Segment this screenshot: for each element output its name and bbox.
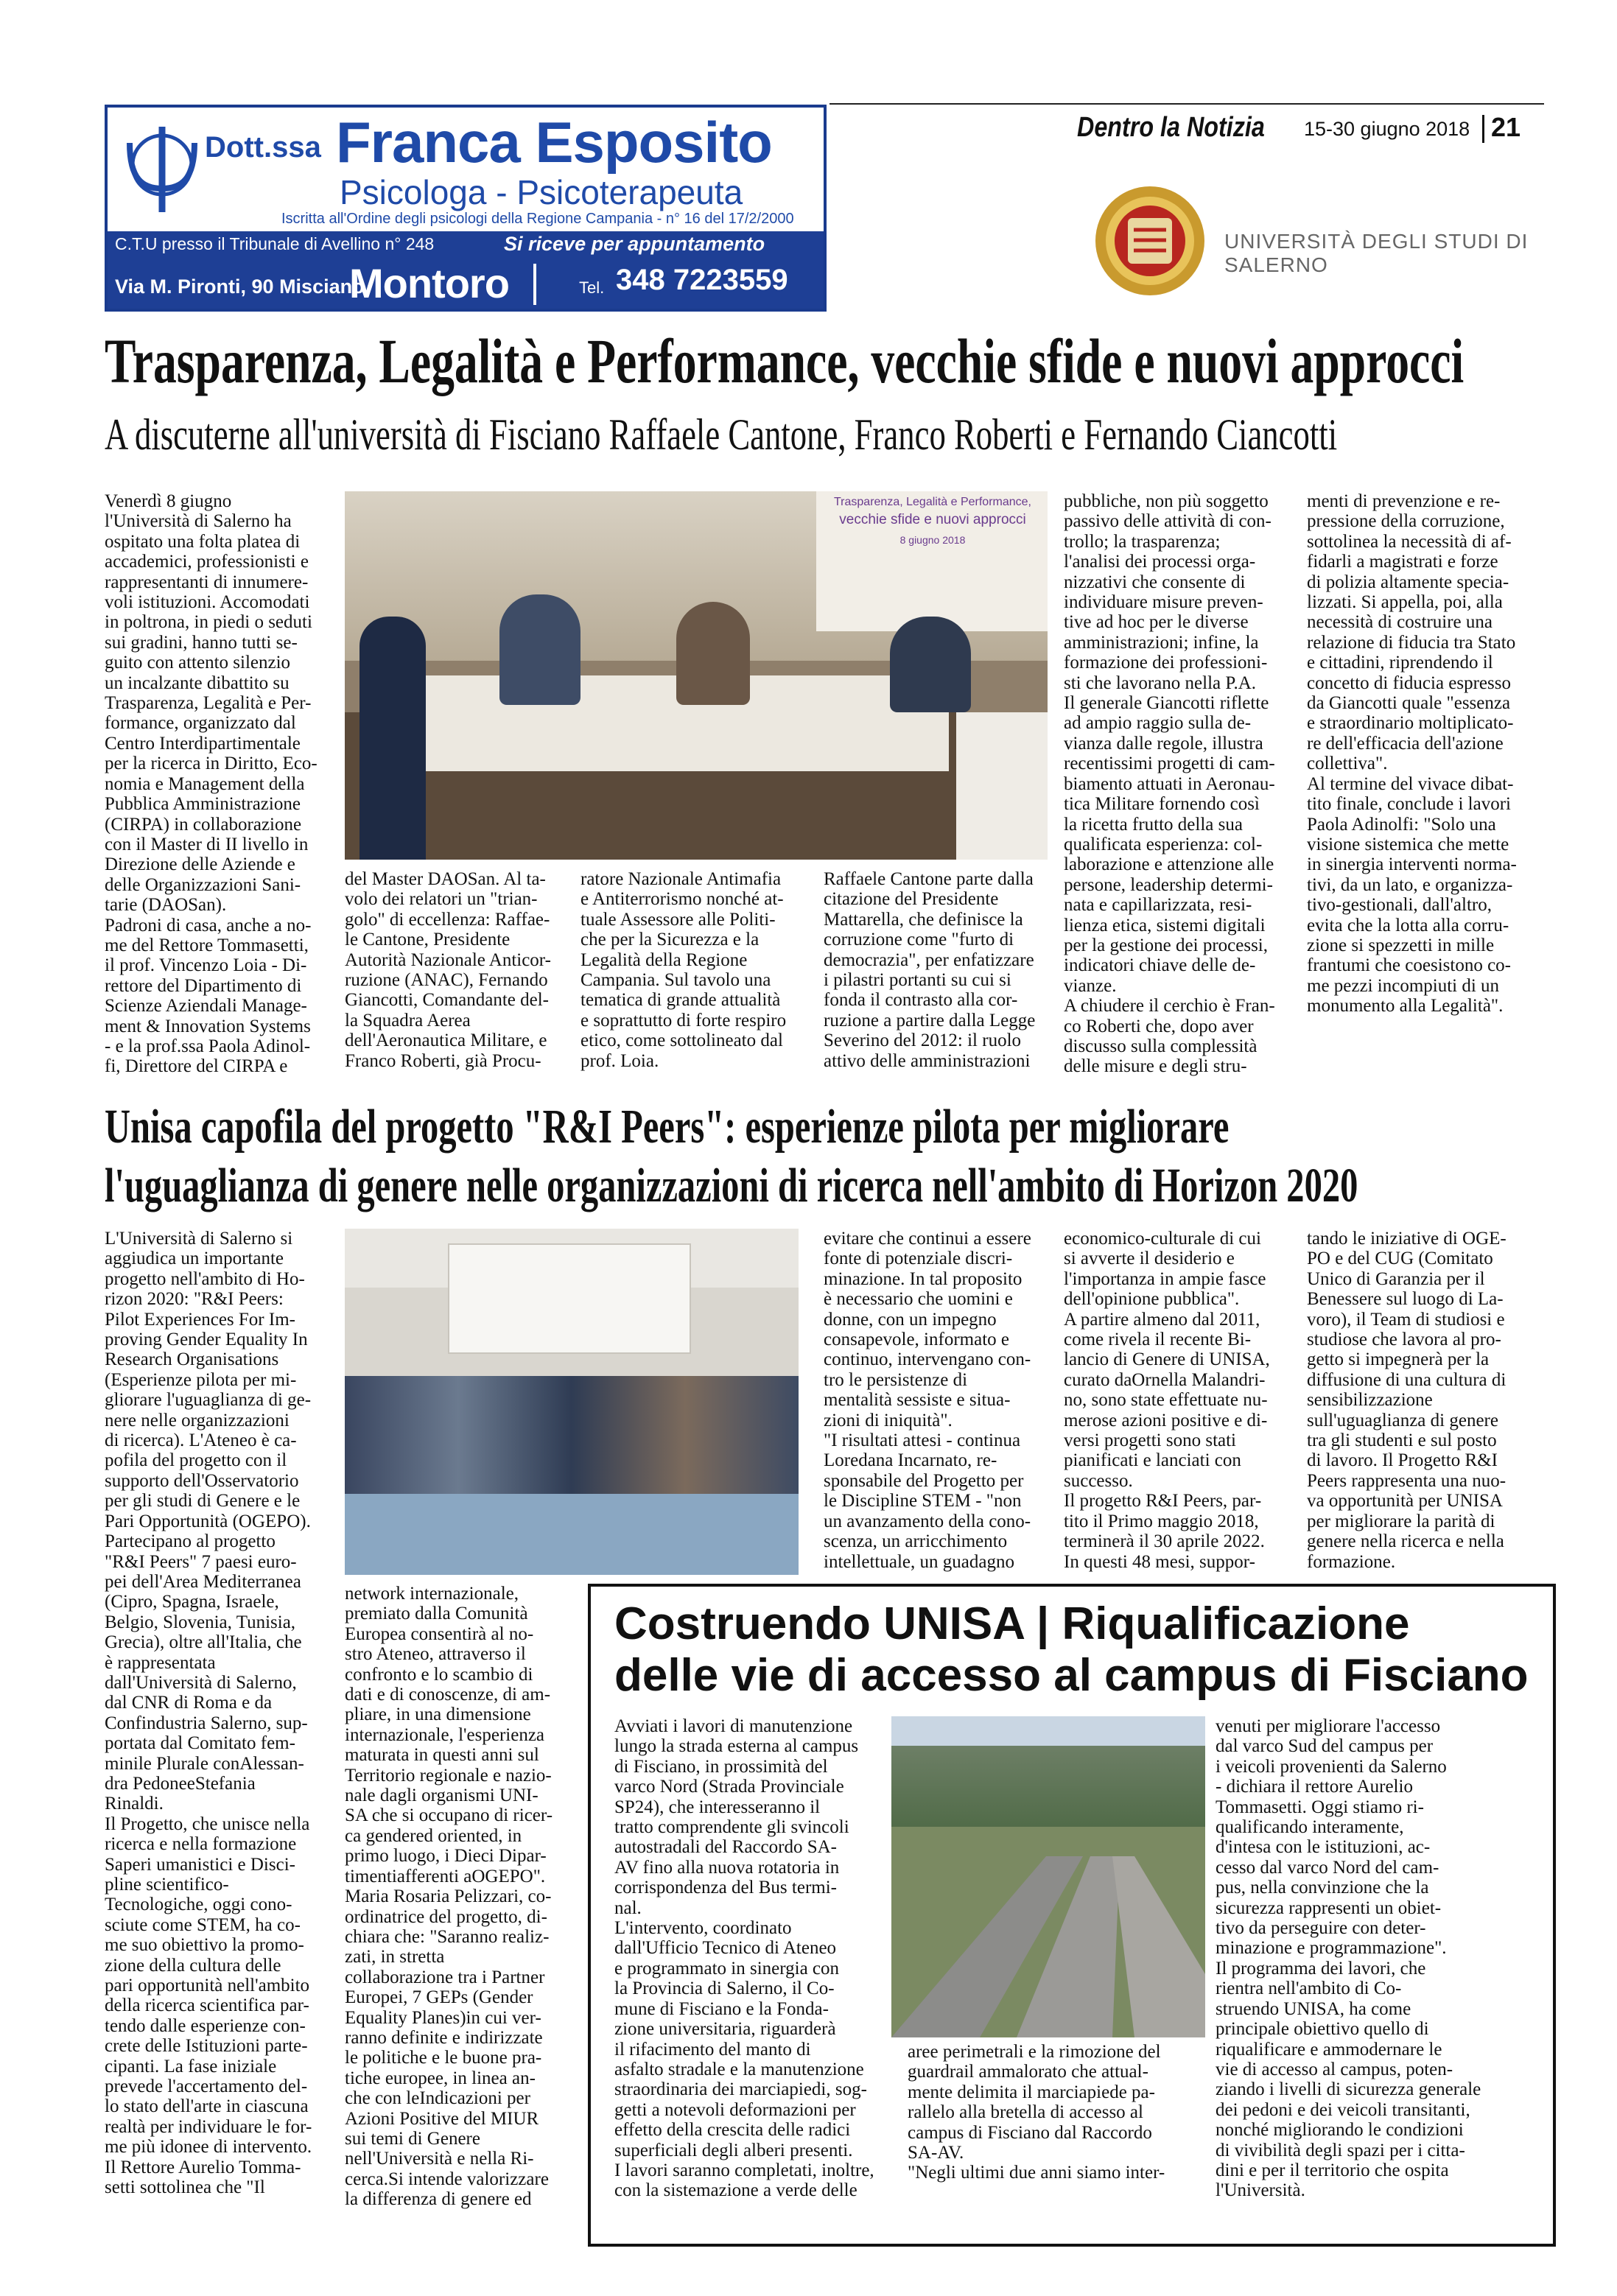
ad-info-band — [108, 231, 824, 309]
photo-banner-date: 8 giugno 2018 — [899, 534, 966, 546]
article1-subtitle: A discuterne all'università di Fisciano Raffaele Cantone, Franco Roberti e Fernando Ciancotti — [105, 410, 1338, 459]
article2-title-line-2: l'uguaglianza di genere nelle organizzazioni di ricerca nell'ambito di Horizon 2020 — [105, 1159, 1358, 1212]
ad-title-prefix: Dott.ssa — [205, 131, 321, 164]
university-seal-icon — [1093, 184, 1207, 298]
page-separator — [1482, 115, 1484, 143]
ad-appointment: Si riceve per appuntamento — [504, 233, 765, 255]
issue-date: 15-30 giugno 2018 — [1304, 118, 1470, 140]
article3-title-line-2: delle vie di accesso al campus di Fisciano — [614, 1650, 1529, 1701]
conference-photo — [345, 491, 1048, 860]
photo-banner-line2: vecchie sfide e nuovi approcci — [839, 512, 1026, 527]
article3-column-1: Avviati i lavori di manutenzione lungo la strada esterna al campus di Fisciano, in prossimità del varco Nord (Strada Provinciale SP24), che interesseranno il tratto comprendente gli svincoli autostradali del Raccordo SA- AV fino alla nuova rotatoria in corrispondenza del Bus termi- nal. L'intervento, coordinato dall'Ufficio Tecnico di Ateneo e programmato in sinergia con la Provincia di Salerno, il Co- mune di Fisciano e la Fonda- zione universitaria, riguarderà il rifacimento del manto di asfalto stradale e la manutenzione straordinaria dei marciapiedi, sog- getti a notevoli deformazioni per effetto della crescita delle radici superficiali degli alberi presenti. I lavori saranno completati, inoltre, con la sistemazione a verde delle — [614, 1716, 874, 2201]
article3-title — [614, 1598, 1529, 1702]
ad-ctu: C.T.U presso il Tribunale di Avellino n° 248 — [115, 234, 435, 253]
article2-title-line-1: Unisa capofila del progetto "R&I Peers": esperienze pilota per migliorare — [105, 1100, 1230, 1154]
article1-column-1: Venerdì 8 giugno l'Università di Salerno ha ospitato una folta platea di accademici, professionisti e rappresentanti di innumere- voli istituzioni. Accomodati in poltrona, in piedi o seduti sui gradini, hanno tutti se- guito con attento silenzio un incalzante dibattito su Trasparenza, Legalità e Per- formance, organizzato dal Centro Interdipartimentale per la ricerca in Diritto, Eco- nomia e Management della Pubblica Amministrazione (CIRPA) in collaborazione con il Master di II livello in Direzione delle Aziende e delle Organizzazioni Sani- tarie (DAOSan). Padroni di casa, anche a no- me del Rettore Tommasetti, il prof. Vincenzo Loia - Di- rettore del Dipartimento di Scienze Aziendali Manage- ment & Innovation Systems - e la prof.ssa Paola Adinol- fi, Direttore del CIRPA e — [105, 491, 318, 1077]
header-rule — [829, 103, 1544, 105]
ad-address: Via M. Pironti, 90 Misciano — [115, 275, 365, 298]
road-photo — [891, 1716, 1205, 2037]
ad-profession: Psicologa - Psicoterapeuta — [340, 173, 743, 211]
psi-logo-icon — [121, 121, 203, 215]
group-photo — [345, 1229, 799, 1575]
page-number: 21 — [1491, 112, 1521, 142]
university-name: UNIVERSITÀ DEGLI STUDI DI SALERNO — [1224, 230, 1529, 276]
ad-name: Franca Esposito — [336, 110, 772, 175]
article3-column-2: aree perimetrali e la rimozione del guardrail ammalorato che attual- mente delimita il marciapiede pa- rallelo alla bretella di accesso al campus di Fisciano dal Raccordo SA-AV. "Negli ultimi due anni siamo inter- — [908, 2042, 1165, 2183]
article1-column-5: menti di prevenzione e re- pressione della corruzione, sottolinea la necessità di af- fidarli a magistrati e forze di polizia altamente specia- lizzati. Si appella, poi, alla necessità di costruire una relazione di fiducia tra Stato e cittadini, riprendendo il concetto di fiducia espresso da Giancotti quale "essenza e straordinario moltiplicato- re dell'efficacia dell'azione collettiva". Al termine del vivace dibat- tito finale, conclude i lavori Paola Adinolfi: "Solo una visione sistemica che mette in sinergia interventi norma- tivi, da un lato, e organizza- tivo-gestionali, dall'altro, evita che la lotta alla corru- zione si spezzetti in mille frantumi che coesistono co- me pezzi incompiuti di un monumento alla Legalità". — [1307, 491, 1517, 1017]
article1-column-4-lower: Raffaele Cantone parte dalla citazione del Presidente Mattarella, che definisce la corruzione come "furto di democrazia", per enfatizzare i pilastri portanti su cui si fonda il contrasto alla cor- ruzione a partire dalla Legge Severino del 2012: il ruolo attivo delle amministrazioni — [824, 869, 1036, 1071]
ad-tel-label: Tel. — [579, 278, 605, 297]
ad-registration: Iscritta all'Ordine degli psicologi della Regione Campania - n° 16 del 17/2/2000 — [281, 211, 794, 227]
road-illustration — [891, 1827, 1205, 2037]
article3-title-line-1: Costruendo UNISA | Riqualificazione — [614, 1598, 1410, 1649]
section-name: Dentro la Notizia — [1077, 112, 1265, 143]
ad-phone: 348 7223559 — [616, 264, 788, 296]
article2-column-3: evitare che continui a essere fonte di potenziale discri- minazione. In tal proposito è necessario che uomini e donne, con un impegno consapevole, informato e continuo, intervengano con- tro le persistenze di mentalità sessiste e situa- zioni di iniquità". "I risultati attesi - continua Loredana Incarnato, re- sponsabile del Progetto per le Discipline STEM - "non un avanzamento della cono- scenza, un arricchimento intellettuale, un guadagno — [824, 1229, 1031, 1572]
article2-column-5: tando le iniziative di OGE- PO e del CUG (Comitato Unico di Garanzia per il Benessere sul luogo di La- voro), il Team di studiosi e studiose che lavora al pro- getto si impegnerà per la diffusione di una cultura di sensibilizzazione sull'uguaglianza di genere tra gli studenti e sul posto di lavoro. Il Progetto R&I Peers rappresenta una nuo- va opportunità per UNISA per migliorare la parità di genere nella ricerca e nella formazione. — [1307, 1229, 1506, 1572]
article1-title: Trasparenza, Legalità e Performance, vecchie sfide e nuovi approcci — [105, 326, 1465, 396]
article2-column-2: network internazionale, premiato dalla Comunità Europea consentirà al no- stro Ateneo, attraverso il confronto e lo scambio di dati e di conoscenze, di am- pliare, in una dimensione internazionale, l'esperienza maturata in questi anni sul Territorio regionale e nazio- nale dagli organismi UNI- SA che si occupano di ricer- ca gendered oriented, in primo luogo, i Dieci Dipar- timentiafferenti aOGEPO". Maria Rosaria Pelizzari, co- ordinatrice del progetto, di- chiara che: "Saranno realiz- zati, in stretta collaborazione tra i Partner Europei, 7 GEPs (Gender Equality Planes)in cui ver- ranno definite e indirizzate le politiche e le buone pra- tiche europee, in linea an- che con leIndicazioni per Azioni Positive del MIUR sui temi di Genere nell'Università e nella Ri- cerca.Si intende valorizzare la differenza di genere ed — [345, 1584, 553, 2210]
article2-column-4: economico-culturale di cui si avverte il desiderio e l'importanza in ampie fasce dell'opinione pubblica". A partire almeno dal 2011, come rivela il recente Bi- lancio di Genere di UNISA, curato daOrnella Malandri- no, sono state effettuate nu- merose azioni positive e di- versi progetti sono stati pianificati e lanciati con successo. Il progetto R&I Peers, par- tito il Primo maggio 2018, terminerà il 30 aprile 2022. In questi 48 mesi, suppor- — [1064, 1229, 1270, 1572]
article1-column-2: del Master DAOSan. Al ta- volo dei relatori un "trian- golo" di eccellenza: Raffae- le Cantone, Presidente Autorità Nazionale Anticor- ruzione (ANAC), Fernando Giancotti, Comandante del- la Squadra Aerea dell'Aeronautica Militare, e Franco Roberti, già Procu- — [345, 869, 551, 1071]
photo-banner-line1: Trasparenza, Legalità e Performance, — [834, 496, 1031, 508]
article2-column-1: L'Università di Salerno si aggiudica un importante progetto nell'ambito di Ho- rizon 2020: "R&I Peers: Pilot Experiences For Im- proving Gender Equality In Research Organisations (Esperienze pilota per mi- gliorare l'uguaglianza di ge- nere nelle organizzazioni di ricerca). L'Ateneo è ca- pofila del progetto con il supporto dell'Osservatorio per gli studi di Genere e le Pari Opportunità (OGEPO). Partecipano al progetto "R&I Peers" 7 paesi euro- pei dell'Area Mediterranea (Cipro, Spagna, Israele, Belgio, Slovenia, Tunisia, Grecia), oltre all'Italia, che è rappresentata dall'Università di Salerno, dal CNR di Roma e da Confindustria Salerno, sup- portata dal Comitato fem- minile Plurale conAlessan- dra PedoneeStefania Rinaldi. Il Progetto, che unisce nella ricerca e nella formazione Saperi umanistici e Disci- pline scientifico- Tecnologiche, oggi cono- sciute come STEM, ha co- me suo obiettivo la promo- zione della cultura delle pari opportunità nell'ambito della ricerca scientifica par- tendo dalle esperienze con- crete delle Istituzioni parte- cipanti. La fase iniziale prevede l'accertamento del- lo stato dell'arte in ciascuna realtà per individuare le for- me più idonee di intervento. Il Rettore Aurelio Tomma- setti sottolinea che "Il — [105, 1229, 312, 2198]
ad-town: Montoro — [349, 260, 509, 306]
article1-column-4: pubbliche, non più soggetto passivo delle attività di con- trollo; la trasparenza; l'analisi dei processi orga- nizzativi che consente di individuare misure preven- tive ad hoc per le diverse amministrazioni; infine, la formazione dei professioni- sti che lavorano nella P.A. Il generale Giancotti riflette ad ampio raggio sulla de- vianza dalle regole, illustra recentissimi progetti di cam- biamento attuati in Aeronau- tica Militare fornendo così la ricetta frutto della sua qualificata esperienza: col- laborazione e attenzione alle persone, leadership determi- nata e capillarizzata, resi- lienza etica, sistemi digitali per la gestione dei processi, indicatori chiave delle de- vianze. A chiudere il cerchio è Fran- co Roberti che, dopo aver discusso sulla complessità delle misure e degli stru- — [1064, 491, 1275, 1077]
article1-column-3: ratore Nazionale Antimafia e Antiterrorismo nonché at- tuale Assessore alle Politi- che per la Sicurezza e la Legalità della Regione Campania. Sul tavolo una tematica di grande attualità e soprattutto di forte respiro etico, come sottolineato dal prof. Loia. — [580, 869, 787, 1071]
ad-separator — [533, 264, 536, 305]
advertisement-box — [105, 105, 827, 312]
article2-title — [105, 1098, 1358, 1215]
article3-column-3: venuti per migliorare l'accesso dal varco Sud del campus per i veicoli provenienti da Salerno - dichiara il rettore Aurelio Tommasetti. Oggi stiamo ri- qualificando interamente, d'intesa con le istituzioni, ac- cesso dal varco Nord del cam- pus, nella convinzione che la sicurezza rappresenti un obiet- tivo da perseguire con deter- minazione e programmazione". Il programma dei lavori, che rientra nell'ambito di Co- struendo UNISA, ha come principale obiettivo quello di riqualificare e ammodernare le vie di accesso al campus, poten- ziando i livelli di sicurezza generale dei pedoni e dei veicoli transitanti, nonché migliorando le condizioni di vivibilità degli spazi per i citta- dini e per il territorio che ospita l'Università. — [1216, 1716, 1481, 2201]
